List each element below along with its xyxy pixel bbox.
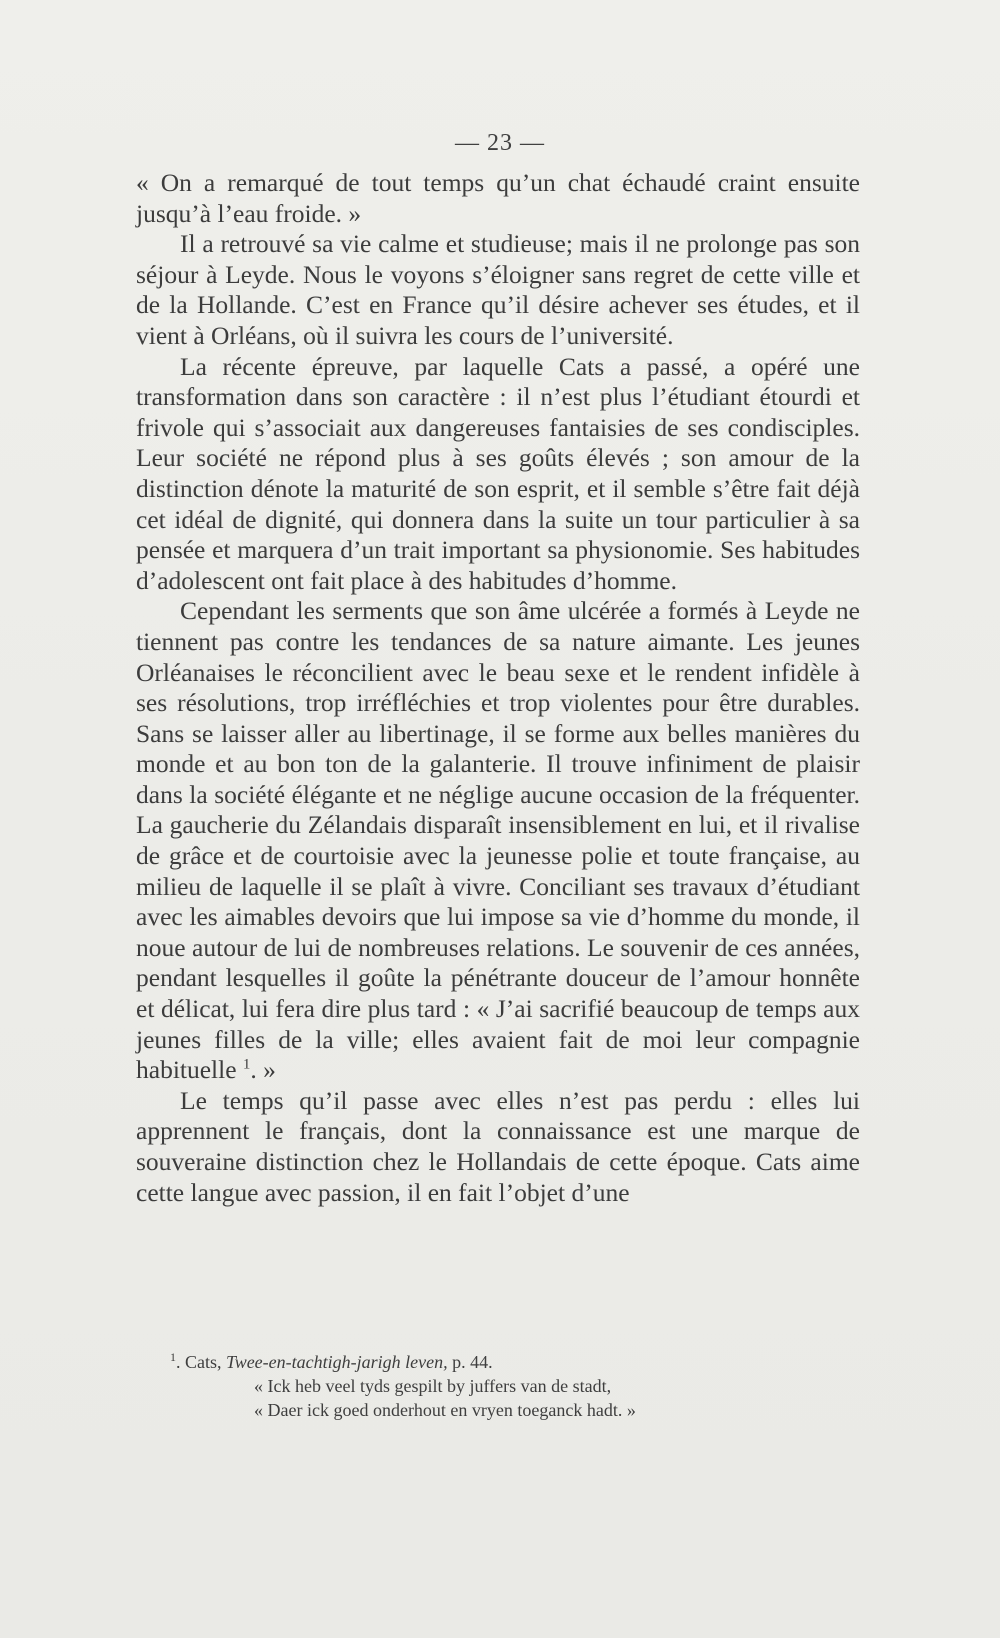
footnote-prefix: . Cats, [176, 1352, 227, 1372]
paragraph-2: Il a retrouvé sa vie calme et studieuse; mais il ne prolonge pas son séjour à Leyde. Nous le voyons s’éloigner sans regret de cette ville et de la Hollande. C’est en France qu’il désire achever ses études, et il vient à Orléans, où il suivra les cours de l’université. [136, 229, 860, 350]
paragraph-4-close: . » [250, 1055, 276, 1085]
main-text [136, 168, 860, 1208]
paragraph-5: Le temps qu’il passe avec elles n’est pas perdu : elles lui apprennent le français, dont la connaissance est une marque de souveraine distinction chez le Hollandais de cette époque. Cats aime cette langue avec passion, il en fait l’objet d’une [136, 1085, 860, 1207]
footnote-title: Twee-en-tachtigh-jarigh leven, [226, 1352, 448, 1372]
paragraph-1: « On a remarqué de tout temps qu’un chat échaudé craint ensuite jusqu’à l’eau froide. » [136, 168, 860, 228]
footnote-verse-2: « Daer ick goed onderhout en vryen toeganck hadt. » [254, 1400, 636, 1420]
footnote-suffix: p. 44. [447, 1352, 493, 1372]
paragraph-4-text: Cependant les serments que son âme ulcérée a formés à Leyde ne tiennent pas contre les tendances de sa nature aimante. Les jeunes Orléanaises le réconcilient avec le beau sexe et le rendent infidèle à ses résolutions, trop irréfléchies et trop violentes pour être durables. Sans se laisser aller au libertinage, il se forme aux belles manières du monde et au bon ton de la galanterie. Il trouve infiniment de plaisir dans la société élégante et ne néglige aucune occasion de la fréquenter. La gaucherie du Zélandais disparaît insensiblement en lui, et il rivalise de grâce et de courtoisie avec la jeunesse polie et toute française, au milieu de laquelle il se plaît à vivre. Conciliant ses travaux d’étudiant avec les aimables devoirs que lui impose sa vie d’homme du monde, il noue autour de lui de nombreuses relations. Le souvenir de ces années, pendant lesquelles il goûte la pénétrante douceur de l’amour honnête et délicat, lui fera dire plus tard : « J’ai sacrifié beaucoup de temps aux jeunes filles de la ville; elles avaient fait de moi leur compagnie habituelle [136, 596, 860, 1085]
paragraph-3: La récente épreuve, par laquelle Cats a passé, a opéré une transformation dans son caractère : il n’est plus l’étudiant étourdi et frivole qui s’associait aux dangereuses fantaisies de ses condisciples. Leur société ne répond plus à ses goûts élevés ; son amour de la distinction dénote la maturité de son esprit, et il semble s’être fait déjà cet idéal de dignité, qui donnera dans la suite un tour particulier à sa pensée et marquera d’un trait important sa physionomie. Ses habitudes d’adolescent ont fait place à des habitudes d’homme. [136, 351, 860, 595]
paragraph-4 [136, 596, 860, 1086]
page-number: — 23 — [455, 130, 545, 156]
footnote-number: 1 [170, 1350, 176, 1364]
footnote-citation [170, 1350, 810, 1374]
footnote-reference: 1 [242, 1056, 251, 1073]
footnote-verse-1: « Ick heb veel tyds gespilt by juffers van de stadt, [254, 1376, 612, 1396]
footnote-block [170, 1350, 810, 1422]
